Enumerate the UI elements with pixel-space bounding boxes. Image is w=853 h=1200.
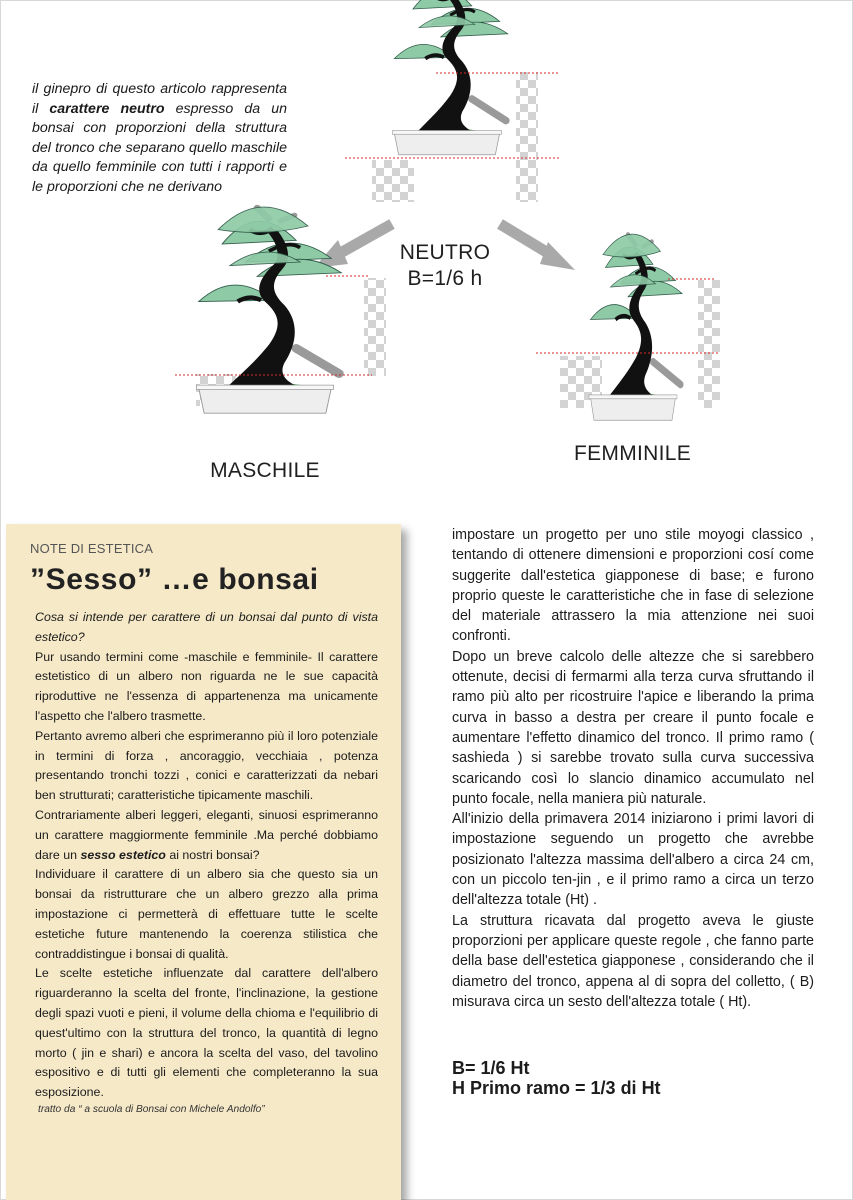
note-text: Contrariamente alberi leggeri, eleganti, sinuosi esprimeranno un carattere maggiormente femminile .Ma perché dobbiamo dare un xyxy=(35,807,378,862)
neutral-formula: B=1/6 h xyxy=(407,267,483,290)
arrow-to-female xyxy=(500,224,575,270)
article-column xyxy=(452,525,814,1012)
tree-male xyxy=(175,207,386,413)
formula-first-branch: H Primo ramo = 1/3 di Ht xyxy=(452,1078,661,1098)
note-paragraph xyxy=(35,806,378,865)
article-paragraph: All'inizio della primavera 2014 iniziarono i primi lavori di impostazione seguendo un progetto che avrebbe posizionato l'altezza massima dell'albero a circa 24 cm, con un piccolo ten-jin , e il primo ramo a circa un terzo dell'altezza totale (Ht) . xyxy=(452,811,814,909)
note-body xyxy=(35,608,378,1103)
note-paragraph: Le scelte estetiche influenzate dal carattere dell'albero riguarderanno la scelta del fronte, l'inclinazione, la gestione degli spazi vuoti e pieni, il volume della chioma e l'equilibrio di quest'ultimo con la struttura del tronco, la quantità di legno morto ( jin e shari) e ancora la scelta del vaso, del tavolino espositivo e di tutti gli elementi che completeranno la sua esposizione. xyxy=(35,966,378,1100)
formula-trunk: B= 1/6 Ht xyxy=(452,1058,530,1078)
note-question: Cosa si intende per carattere di un bonsai dal punto di vista estetico? xyxy=(35,610,378,644)
bonsai-diagram xyxy=(0,0,853,500)
note-title: ”Sesso” …e bonsai xyxy=(30,563,319,596)
article-paragraph: Dopo un breve calcolo delle altezze che si sarebbero ottenute, decisi di fermarmi alla terza curva sfruttando il ramo più alto per ricostruire l'apice e liberando la prima curva in basso a destra per creare il punto focale e aumentare l'effetto dinamico del tronco. Il primo ramo ( sashieda ) si sarebbe trovato sulla curva successiva scaricando così lo slancio dinamico accumulato nel punto focale, nella maniera più naturale. xyxy=(452,648,814,807)
intro-text-part: il ginepro di questo articolo rappresenta il xyxy=(32,81,287,117)
article-paragraph: impostare un progetto per uno stile moyogi classico , tentando di ottenere dimensioni e proporzioni cosí come suggerite dall'estetica giapponese di base; e furono proprio queste le caratteristiche che in fase di selezione del materiale attrassero la mia attenzione nei suoi confronti. xyxy=(452,527,814,645)
tree-neutral xyxy=(345,0,560,202)
note-paragraph: Pur usando termini come -maschile e femminile- Il carattere estetistico di un albero non riguarda ne le sue capacità riproduttive ne l'essenza di appartenenza ma unicamente l'aspetto che l'albero trasmette. xyxy=(35,649,378,723)
note-credit: tratto da “ a scuola di Bonsai con Michele Andolfo” xyxy=(38,1104,265,1115)
note-emphasis: sesso estetico xyxy=(80,847,166,862)
neutral-label-block xyxy=(380,240,510,292)
note-paragraph: Individuare il carattere di un albero sia che questo sia un bonsai da ristrutturare che un albero grezzo alla prima impostazione ci permetterà di effettuare tutte le scelte estetiche future mantenendo la coerenza stilistica che contraddistingue i bonsai di qualità. xyxy=(35,867,378,961)
formula-block xyxy=(452,1058,661,1098)
female-label: FEMMINILE xyxy=(573,442,692,465)
neutral-label: NEUTRO xyxy=(399,241,491,264)
intro-bold: carattere neutro xyxy=(49,100,165,117)
male-label: MASCHILE xyxy=(210,459,320,482)
note-paragraph: Pertanto avremo alberi che esprimeranno più il loro potenziale in termini di forza , ancoraggio, vecchiaia , potenza presentando tronchi tozzi , conici e caratterizzati da nebari ben strutturati; caratteristiche tipicamente maschili. xyxy=(35,728,378,803)
note-header: NOTE DI ESTETICA xyxy=(30,541,154,556)
article-paragraph: La struttura ricavata dal progetto aveva le giuste proporzioni per applicare queste regole , che fanno parte della base dell'estetica giapponese , considerando che il diametro del tronco, appena al di sopra del colletto, ( B) misurava circa un sesto dell'altezza totale ( Ht). xyxy=(452,912,814,1010)
intro-text-part: espresso da un bonsai con proporzioni della struttura del tronco che separano quello maschile da quello femminile con tutti i rapporti e le proporzioni che ne derivano xyxy=(32,100,287,195)
note-text: ai nostri bonsai? xyxy=(165,847,260,862)
